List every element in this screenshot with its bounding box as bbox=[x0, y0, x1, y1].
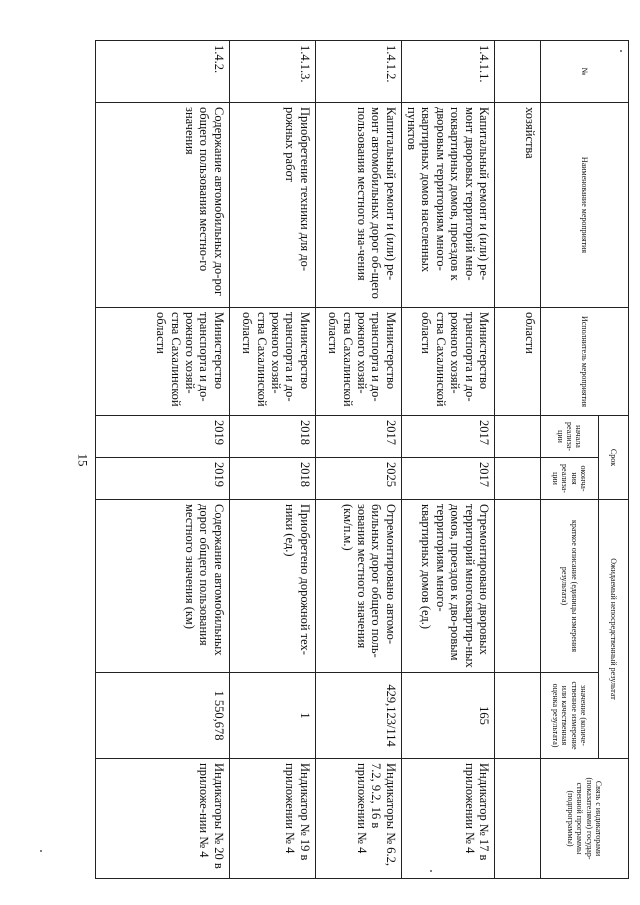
header-term: Срок bbox=[599, 416, 629, 500]
scan-speck bbox=[40, 850, 42, 852]
row-desc: Содержание автомобильных дорог общего пользования местного значения (км) bbox=[96, 500, 230, 673]
row-num: 1.4.2. bbox=[96, 41, 230, 103]
measures-table bbox=[95, 40, 629, 879]
row-num: 1.4.1.3. bbox=[229, 41, 315, 103]
row-end: 2025 bbox=[315, 458, 401, 500]
scan-speck bbox=[430, 870, 432, 872]
row-value: 165 bbox=[401, 673, 494, 759]
row-executor: Министерство транспорта и до-рожного хозяй-ства Сахалинской области bbox=[315, 308, 401, 416]
row-num: 1.4.1.2. bbox=[315, 41, 401, 103]
page-number: 15 bbox=[75, 453, 91, 467]
row-link: Индикаторы № 20 в приложе-нии № 4 bbox=[96, 759, 230, 879]
table-row bbox=[96, 41, 230, 879]
row-value: 1 550,678 bbox=[96, 673, 230, 759]
header-result-value: значение (количе-ственное измерение или качественная оценка результата) bbox=[541, 673, 599, 759]
table-row bbox=[401, 41, 494, 879]
row-start: 2018 bbox=[229, 416, 315, 458]
row-link: Индикаторы № 6.2, 7.2, 9.2, 16 в приложении № 4 bbox=[315, 759, 401, 879]
row-num: 1.4.1.1. bbox=[401, 41, 494, 103]
row-executor: Министерство транспорта и до-рожного хозяй-ства Сахалинской области bbox=[401, 308, 494, 416]
table-row bbox=[229, 41, 315, 879]
row-link: Индикатор № 17 в приложении № 4 bbox=[401, 759, 494, 879]
header-name: Наименование мероприятия bbox=[541, 103, 629, 308]
row-executor: Министерство транспорта и до-рожного хозяй-ства Сахалинской области bbox=[96, 308, 230, 416]
row-end: 2018 bbox=[229, 458, 315, 500]
row-name: Капитальный ремонт и (или) ре-монт дворовых территорий мно-гоквартирных домов, проездов к дворовым территориям много-квартирных домов населенных пунктов bbox=[401, 103, 494, 308]
table-row bbox=[315, 41, 401, 879]
row-end: 2019 bbox=[96, 458, 230, 500]
row-name: Капитальный ремонт и (или) ре-монт автомобильных дорог об-щего пользования местного зна-чения bbox=[315, 103, 401, 308]
header-term-end: оконча-ния реализа-ции bbox=[541, 458, 599, 500]
row-name: Содержание автомобильных до-рог общего пользования местно-го значения bbox=[96, 103, 230, 308]
row-start: 2017 bbox=[401, 416, 494, 458]
rotated-table-container bbox=[95, 40, 629, 878]
cont-name-cell: хозяйства bbox=[495, 103, 541, 308]
row-name: Приобретение техники для до-рожных работ bbox=[229, 103, 315, 308]
row-value: 429,123/114 bbox=[315, 673, 401, 759]
row-start: 2017 bbox=[315, 416, 401, 458]
header-result: Ожидаемый непосредственный результат bbox=[599, 500, 629, 759]
cont-executor-cell: области bbox=[495, 308, 541, 416]
header-result-desc: краткое описание (единицы измерения результата) bbox=[541, 500, 599, 673]
header-link: Связь с индикаторами (показателями) государ-ственной программы (подпрограммы) bbox=[541, 759, 629, 879]
row-link: Индикатор № 19 в приложении № 4 bbox=[229, 759, 315, 879]
row-desc: Приобретено дорожной тех-ники (ед.) bbox=[229, 500, 315, 673]
table-row-continuation bbox=[495, 41, 541, 879]
row-desc: Отремонтировано автомо-бильных дорог общего поль-зования местного значения (км/п.м.) bbox=[315, 500, 401, 673]
row-executor: Министерство транспорта и до-рожного хозяй-ства Сахалинской области bbox=[229, 308, 315, 416]
scan-speck bbox=[620, 50, 622, 52]
header-executor: Исполнитель мероприятия bbox=[541, 308, 629, 416]
header-num: № bbox=[541, 41, 629, 103]
row-value: 1 bbox=[229, 673, 315, 759]
row-desc: Отремонтировано дворовых территорий многоквартир-ных домов, проездов к дво-ровым территориям много-квартирных домов (ед.) bbox=[401, 500, 494, 673]
header-term-start: начала реализа-ции bbox=[541, 416, 599, 458]
row-start: 2019 bbox=[96, 416, 230, 458]
row-end: 2017 bbox=[401, 458, 494, 500]
